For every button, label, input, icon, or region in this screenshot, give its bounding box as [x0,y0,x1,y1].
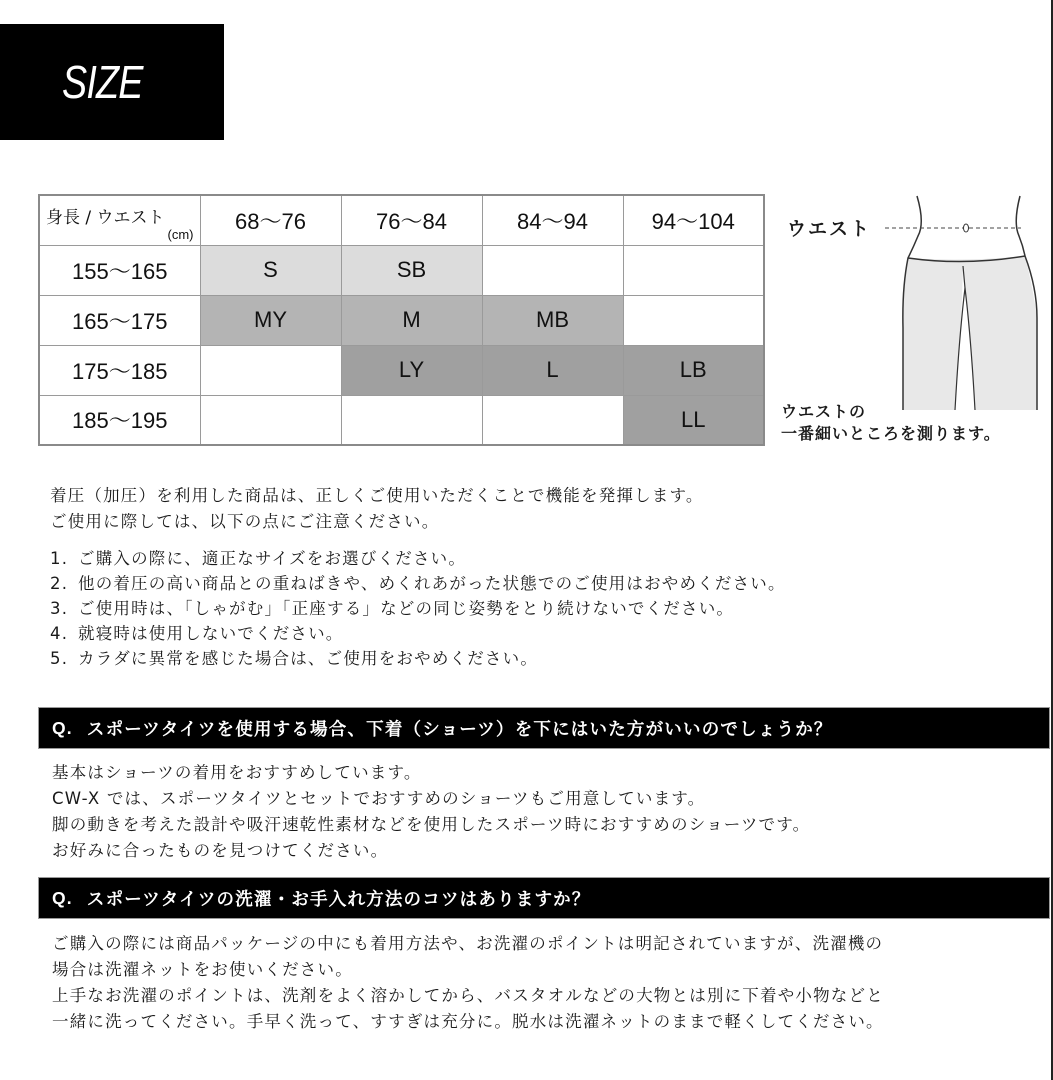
size-cell [623,295,764,345]
faq-answer-line: 一緒に洗ってください。手早く洗って、すすぎは充分に。脱水は洗濯ネットのままで軽くしてください。 [52,1012,884,1031]
faq-answer-line: ご購入の際には商品パッケージの中にも着用方法や、お洗濯のポイントは明記されていますが、洗濯機の [52,934,884,953]
table-row [39,245,764,295]
size-cell [341,395,482,445]
waist-column-header: 84〜94 [482,195,623,245]
faq-q-prefix: Q. [52,887,73,908]
caution-number: 2. [50,574,69,593]
faq-answer-line: 脚の動きを考えた設計や吸汗速乾性素材などを使用したスポーツ時におすすめのショーツです。 [52,815,811,834]
waist-column-header: 76〜84 [341,195,482,245]
corner-label: 身長 / ウエスト [46,208,165,228]
intro-line: 着圧（加圧）を利用した商品は、正しくご使用いただくことで機能を発揮します。 [50,486,704,505]
size-cell: MB [482,295,623,345]
corner-unit: (cm) [167,226,194,242]
size-banner [0,24,224,140]
size-cell [482,395,623,445]
faq-answer [52,760,810,864]
caution-item [50,571,786,596]
size-title: SIZE [62,56,143,108]
waist-note-line: ウエストの [781,402,867,421]
caution-text: カラダに異常を感じた場合は、ご使用をおやめください。 [78,649,539,668]
height-row-header: 175〜185 [39,345,200,395]
faq-answer-line: 場合は洗濯ネットをお使いください。 [52,960,353,979]
caution-number: 5. [50,649,69,668]
size-cell [482,245,623,295]
height-row-header: 165〜175 [39,295,200,345]
caution-list [50,546,786,671]
faq-question-bar [38,707,1050,749]
size-cell: MY [200,295,341,345]
caution-text: ご使用時は、「しゃがむ」「正座する」などの同じ姿勢をとり続けないでください。 [78,599,735,618]
caution-item [50,621,786,646]
size-chart-table [38,194,765,446]
caution-item [50,546,786,571]
waist-label: ウエスト [787,218,872,240]
caution-number: 3. [50,599,69,618]
size-cell: LL [623,395,764,445]
waist-note-line: 一番細いところを測ります。 [781,424,1001,443]
faq-question: スポーツタイツを使用する場合、下着（ショーツ）を下にはいた方がいいのでしょうか？ [86,719,833,740]
corner-cell [39,195,200,245]
size-cell: LB [623,345,764,395]
size-cell: M [341,295,482,345]
waist-column-header: 68〜76 [200,195,341,245]
faq-answer-line: 基本はショーツの着用をおすすめしています。 [52,763,422,782]
waist-note [781,401,1001,445]
size-cell: S [200,245,341,295]
height-row-header: 155〜165 [39,245,200,295]
caution-number: 1. [50,549,69,568]
waist-column-header: 94〜104 [623,195,764,245]
height-row-header: 185〜195 [39,395,200,445]
size-cell [623,245,764,295]
caution-text: ご購入の際に、適正なサイズをお選びください。 [78,549,467,568]
size-cell [200,345,341,395]
size-cell [200,395,341,445]
size-cell: LY [341,345,482,395]
table-row [39,295,764,345]
faq-question-bar [38,877,1050,919]
waist-measurement-figure [775,188,1051,448]
faq-answer-line: CW-X では、スポーツタイツとセットでおすすめのショーツもご用意しています。 [52,789,706,808]
table-header-row [39,195,764,245]
intro-line: ご使用に際しては、以下の点にご注意ください。 [50,512,440,531]
faq-answer [52,931,884,1035]
faq-q-prefix: Q. [52,717,73,738]
intro-text [50,483,704,535]
size-cell: SB [341,245,482,295]
table-row [39,395,764,445]
caution-text: 就寝時は使用しないでください。 [78,624,344,643]
caution-item [50,596,786,621]
faq-question: スポーツタイツの洗濯・お手入れ方法のコツはありますか？ [86,889,591,910]
caution-text: 他の着圧の高い商品との重ねばきや、めくれあがった状態でのご使用はおやめください。 [78,574,786,593]
faq-answer-line: 上手なお洗濯のポイントは、洗剤をよく溶かしてから、バスタオルなどの大物とは別に下着や小物などと [52,986,884,1005]
table-row [39,345,764,395]
faq-answer-line: お好みに合ったものを見つけてください。 [52,841,389,860]
caution-number: 4. [50,624,69,643]
size-cell: L [482,345,623,395]
caution-item [50,646,786,671]
